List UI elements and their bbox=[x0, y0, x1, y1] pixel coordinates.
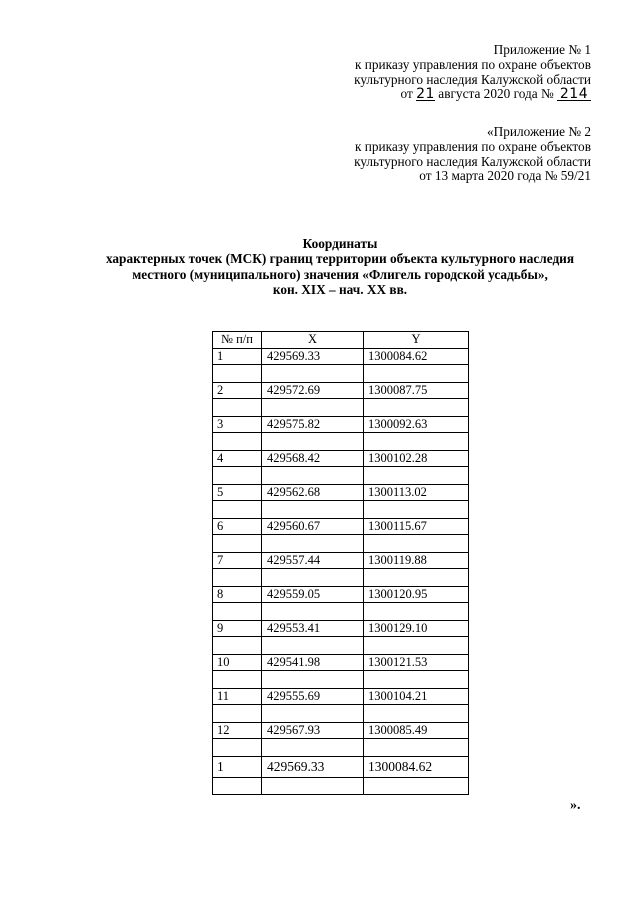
cell-number: 2 bbox=[213, 382, 262, 399]
appendix-1-line2: к приказу управления по охране объектов bbox=[354, 56, 591, 72]
empty-cell bbox=[364, 671, 469, 689]
cell-x: 429541.98 bbox=[262, 654, 364, 671]
cell-x: 429569.33 bbox=[262, 756, 364, 777]
empty-cell bbox=[213, 671, 262, 689]
table-row bbox=[213, 552, 469, 569]
empty-cell bbox=[262, 637, 364, 655]
empty-cell bbox=[262, 365, 364, 383]
cell-y: 1300092.63 bbox=[364, 416, 469, 433]
empty-cell bbox=[364, 739, 469, 757]
table-spacer-row bbox=[213, 433, 469, 451]
handwritten-day: 21 bbox=[416, 86, 435, 103]
empty-cell bbox=[213, 535, 262, 553]
cell-x: 429555.69 bbox=[262, 688, 364, 705]
cell-y: 1300115.67 bbox=[364, 518, 469, 535]
cell-y: 1300119.88 bbox=[364, 552, 469, 569]
table-row bbox=[213, 348, 469, 365]
empty-cell bbox=[364, 603, 469, 621]
empty-cell bbox=[213, 777, 262, 795]
cell-number: 12 bbox=[213, 722, 262, 739]
cell-number: 9 bbox=[213, 620, 262, 637]
cell-number: 6 bbox=[213, 518, 262, 535]
appendix-1-block bbox=[354, 43, 591, 102]
cell-x: 429572.69 bbox=[262, 382, 364, 399]
empty-cell bbox=[262, 535, 364, 553]
empty-cell bbox=[364, 777, 469, 795]
cell-number: 4 bbox=[213, 450, 262, 467]
table-row bbox=[213, 450, 469, 467]
cell-x: 429562.68 bbox=[262, 484, 364, 501]
empty-cell bbox=[213, 501, 262, 519]
cell-number: 7 bbox=[213, 552, 262, 569]
table-spacer-row bbox=[213, 637, 469, 655]
date-middle: августа 2020 года № bbox=[438, 86, 554, 102]
table-row bbox=[213, 416, 469, 433]
cell-x: 429567.93 bbox=[262, 722, 364, 739]
heading-line3: местного (муниципального) значения «Флигель городской усадьбы», bbox=[132, 266, 548, 282]
table-row bbox=[213, 654, 469, 671]
table-spacer-row bbox=[213, 535, 469, 553]
table-spacer-row bbox=[213, 603, 469, 621]
cell-y: 1300120.95 bbox=[364, 586, 469, 603]
empty-cell bbox=[364, 637, 469, 655]
heading-title: Координаты bbox=[302, 236, 378, 251]
table-spacer-row bbox=[213, 705, 469, 723]
header-number: № п/п bbox=[213, 332, 262, 349]
document-heading bbox=[60, 236, 620, 297]
empty-cell bbox=[213, 569, 262, 587]
table-row bbox=[213, 518, 469, 535]
appendix-2-block bbox=[354, 125, 591, 184]
cell-y: 1300102.28 bbox=[364, 450, 469, 467]
empty-cell bbox=[364, 365, 469, 383]
table-row bbox=[213, 620, 469, 637]
cell-x: 429575.82 bbox=[262, 416, 364, 433]
appendix-2-line4: от 13 марта 2020 года № 59/21 bbox=[419, 168, 591, 184]
table-row bbox=[213, 722, 469, 739]
cell-number: 3 bbox=[213, 416, 262, 433]
table-spacer-row bbox=[213, 739, 469, 757]
cell-number: 10 bbox=[213, 654, 262, 671]
table-spacer-row bbox=[213, 501, 469, 519]
empty-cell bbox=[364, 705, 469, 723]
table-spacer-row bbox=[213, 777, 469, 795]
empty-cell bbox=[262, 671, 364, 689]
empty-cell bbox=[364, 501, 469, 519]
cell-y: 1300084.62 bbox=[364, 756, 469, 777]
empty-cell bbox=[364, 399, 469, 417]
header-y: Y bbox=[364, 332, 469, 349]
empty-cell bbox=[213, 637, 262, 655]
empty-cell bbox=[262, 399, 364, 417]
appendix-1-line3: культурного наследия Калужской области bbox=[354, 71, 591, 87]
closing-quote: ». bbox=[570, 798, 581, 813]
empty-cell bbox=[364, 467, 469, 485]
table-header-row bbox=[213, 332, 469, 349]
cell-y: 1300087.75 bbox=[364, 382, 469, 399]
appendix-2-line2: к приказу управления по охране объектов bbox=[354, 138, 591, 154]
cell-y: 1300113.02 bbox=[364, 484, 469, 501]
empty-cell bbox=[213, 399, 262, 417]
empty-cell bbox=[364, 569, 469, 587]
cell-number: 1 bbox=[213, 756, 262, 777]
table-spacer-row bbox=[213, 467, 469, 485]
empty-cell bbox=[213, 365, 262, 383]
cell-y: 1300085.49 bbox=[364, 722, 469, 739]
cell-y: 1300129.10 bbox=[364, 620, 469, 637]
table-spacer-row bbox=[213, 365, 469, 383]
empty-cell bbox=[213, 705, 262, 723]
cell-x: 429559.05 bbox=[262, 586, 364, 603]
empty-cell bbox=[213, 739, 262, 757]
empty-cell bbox=[213, 603, 262, 621]
empty-cell bbox=[364, 433, 469, 451]
empty-cell bbox=[262, 569, 364, 587]
table-row bbox=[213, 484, 469, 501]
cell-y: 1300104.21 bbox=[364, 688, 469, 705]
cell-number: 5 bbox=[213, 484, 262, 501]
cell-x: 429557.44 bbox=[262, 552, 364, 569]
appendix-1-date-line bbox=[354, 87, 591, 102]
table-body bbox=[213, 348, 469, 795]
cell-x: 429568.42 bbox=[262, 450, 364, 467]
table-spacer-row bbox=[213, 399, 469, 417]
empty-cell bbox=[262, 501, 364, 519]
table-spacer-row bbox=[213, 569, 469, 587]
empty-cell bbox=[213, 433, 262, 451]
empty-cell bbox=[262, 467, 364, 485]
header-x: X bbox=[262, 332, 364, 349]
appendix-2-title: «Приложение № 2 bbox=[487, 124, 591, 139]
cell-number: 11 bbox=[213, 688, 262, 705]
empty-cell bbox=[262, 603, 364, 621]
empty-cell bbox=[364, 535, 469, 553]
date-prefix: от bbox=[400, 86, 413, 102]
empty-cell bbox=[262, 739, 364, 757]
cell-number: 1 bbox=[213, 348, 262, 365]
appendix-1-title: Приложение № 1 bbox=[493, 42, 591, 57]
cell-y: 1300121.53 bbox=[364, 654, 469, 671]
table-row bbox=[213, 688, 469, 705]
cell-x: 429560.67 bbox=[262, 518, 364, 535]
handwritten-order-number: 214 bbox=[557, 88, 591, 101]
cell-number: 8 bbox=[213, 586, 262, 603]
empty-cell bbox=[213, 467, 262, 485]
coordinates-table bbox=[212, 331, 469, 795]
appendix-2-line3: культурного наследия Калужской области bbox=[354, 153, 591, 169]
table-row bbox=[213, 586, 469, 603]
heading-line2: характерных точек (МСК) границ территории объекта культурного наследия bbox=[105, 251, 575, 267]
cell-x: 429553.41 bbox=[262, 620, 364, 637]
table-row bbox=[213, 756, 469, 777]
heading-line4: кон. XIX – нач. XX вв. bbox=[272, 281, 408, 297]
table-spacer-row bbox=[213, 671, 469, 689]
cell-y: 1300084.62 bbox=[364, 348, 469, 365]
table-row bbox=[213, 382, 469, 399]
empty-cell bbox=[262, 705, 364, 723]
empty-cell bbox=[262, 777, 364, 795]
empty-cell bbox=[262, 433, 364, 451]
cell-x: 429569.33 bbox=[262, 348, 364, 365]
